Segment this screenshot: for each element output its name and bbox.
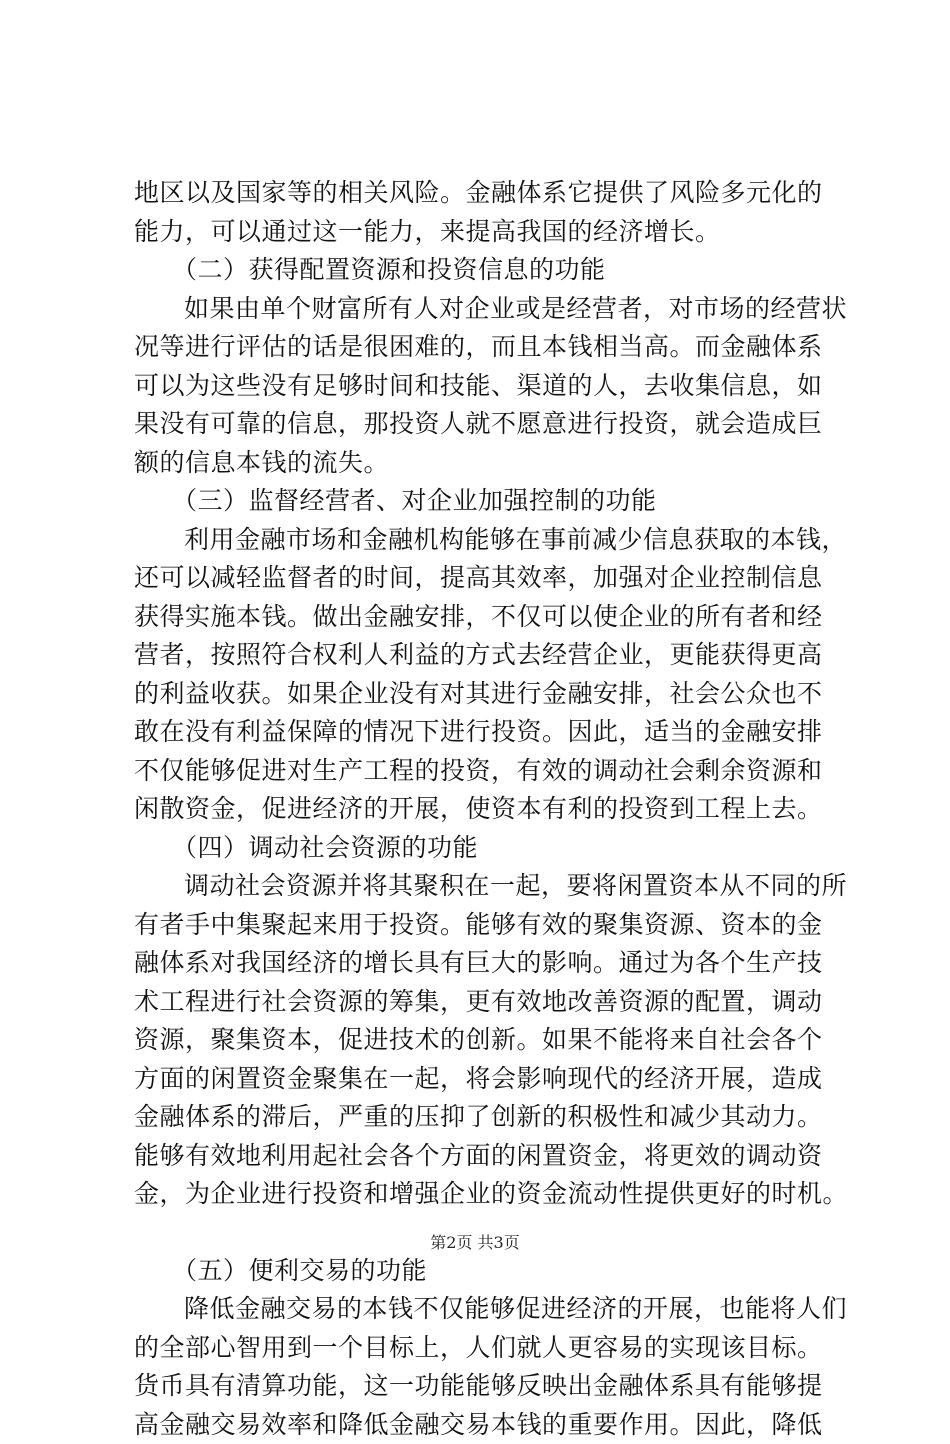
text-line: 营者，按照符合权利人利益的方式去经营企业，更能获得更高: [134, 636, 834, 675]
text-line: 况等进行评估的话是很困难的，而且本钱相当高。而金融体系: [134, 328, 834, 367]
text-line: 果没有可靠的信息，那投资人就不愿意进行投资，就会造成巨: [134, 405, 834, 444]
text-line: 闲散资金，促进经济的开展，使资本有利的投资到工程上去。: [134, 790, 834, 829]
section-heading-5: （五）便利交易的功能: [134, 1252, 834, 1291]
text-line: 的全部心智用到一个目标上，人们就人更容易的实现该目标。: [134, 1329, 834, 1368]
text-line: 降低金融交易的本钱不仅能够促进经济的开展，也能将人们: [134, 1290, 834, 1329]
text-line: 有者手中集聚起来用于投资。能够有效的聚集资源、资本的金: [134, 906, 834, 945]
section-heading-2: （二）获得配置资源和投资信息的功能: [134, 251, 834, 290]
text-line: 地区以及国家等的相关风险。金融体系它提供了风险多元化的: [134, 174, 834, 213]
text-line: 金融体系的滞后，严重的压抑了创新的积极性和减少其动力。: [134, 1098, 834, 1137]
text-line: 的利益收获。如果企业没有对其进行金融安排，社会公众也不: [134, 675, 834, 714]
text-line: 能力，可以通过这一能力，来提高我国的经济增长。: [134, 213, 834, 252]
text-line: 如果由单个财富所有人对企业或是经营者，对市场的经营状: [134, 290, 834, 329]
section-heading-3: （三）监督经营者、对企业加强控制的功能: [134, 482, 834, 521]
text-line: 资源，聚集资本，促进技术的创新。如果不能将来自社会各个: [134, 1021, 834, 1060]
text-line: 高金融交易效率和降低金融交易本钱的重要作用。因此，降低: [134, 1406, 834, 1444]
text-line: 术工程进行社会资源的筹集，更有效地改善资源的配置，调动: [134, 983, 834, 1022]
text-line: 获得实施本钱。做出金融安排，不仅可以使企业的所有者和经: [134, 598, 834, 637]
text-line: 敢在没有利益保障的情况下进行投资。因此，适当的金融安排: [134, 713, 834, 752]
text-line: 调动社会资源并将其聚积在一起，要将闲置资本从不同的所: [134, 867, 834, 906]
text-line: 额的信息本钱的流失。: [134, 444, 834, 483]
page-number-footer: 第2页 共3页: [0, 1232, 950, 1254]
text-line: 金，为企业进行投资和增强企业的资金流动性提供更好的时机。: [134, 1175, 834, 1214]
text-line: 能够有效地利用起社会各个方面的闲置资金，将更效的调动资: [134, 1137, 834, 1176]
text-line: 不仅能够促进对生产工程的投资，有效的调动社会剩余资源和: [134, 752, 834, 791]
text-line: 可以为这些没有足够时间和技能、渠道的人，去收集信息，如: [134, 367, 834, 406]
section-heading-4: （四）调动社会资源的功能: [134, 829, 834, 868]
text-line: 利用金融市场和金融机构能够在事前减少信息获取的本钱，: [134, 521, 834, 560]
text-line: 货币具有清算功能，这一功能能够反映出金融体系具有能够提: [134, 1367, 834, 1406]
text-line: 方面的闲置资金聚集在一起，将会影响现代的经济开展，造成: [134, 1060, 834, 1099]
text-line: 还可以减轻监督者的时间，提高其效率，加强对企业控制信息: [134, 559, 834, 598]
text-line: 融体系对我国经济的增长具有巨大的影响。通过为各个生产技: [134, 944, 834, 983]
